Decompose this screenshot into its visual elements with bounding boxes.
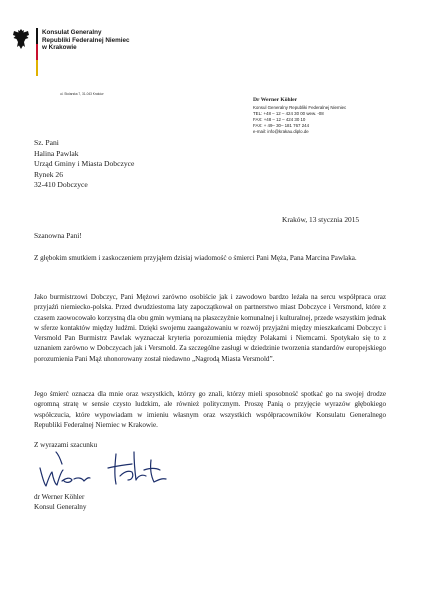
sender-fax-de: FAX: + 49– 30– 181 767 244 (253, 123, 310, 129)
letter-date: Kraków, 13 stycznia 2015 (282, 215, 360, 224)
sender-phone: TEL: +48 – 12 – 424 30 00 wew. -08 (253, 111, 324, 117)
sender-name: Dr Werner Köhler (253, 97, 298, 103)
flag-stripe-red (36, 44, 38, 60)
sender-title: Konsul Generalny Republiki Federalnej Niemiec (253, 105, 347, 111)
flag-stripe-black (36, 28, 38, 44)
body-paragraph-2: Jako burmistrzowi Dobczyc, Pani Mężowi zarówno osobiście jak i zawodowo bardzo leżała na sercu współpraca oraz przyjaźń niemiecko-polska. Przed dwudziestoma laty zapoczątkował on partnerstwo miast Dobczyce i Versmond, które z czasem zaowocowało korzystną dla obu gmin wymianą na płaszczyźnie komunalnej i kulturalnej, przede wszystkim jednak w sferze kontaktów między ludźmi. Dzięki swojemu zaangażowaniu w rozwój przyjaźni między mieszkańcami Dobczyc i Versmold Pan Burmistrz Pawlak wyznaczał kryteria porozumienia między Polakami i Niemcami. Spotykało się to z uznaniem zarówno w Dobczycach jak i Versmold. Za szczególne zasługi w dziedzinie tworzenia standardów europejskiego porozumienia Pani Mąż uhonorowany został niedawno „Nagrodą Miasta Versmold”. (34, 293, 386, 363)
recipient-line: 32-410 Dobczyce (34, 180, 88, 190)
consulate-line: Republiki Federalnej Niemiec (42, 36, 130, 44)
body-paragraph-1: Z głębokim smutkiem i zaskoczeniem przyjąłem dzisiaj wiadomość o śmierci Pani Męża, Pana Marcina Pawlaka. (34, 254, 357, 262)
federal-eagle-icon (12, 28, 30, 50)
recipient-line: Rynek 26 (34, 169, 64, 179)
closing-phrase: Z wyrazami szacunku (34, 441, 98, 449)
handwritten-signature (36, 446, 176, 491)
recipient-line: Halina Pawlak (34, 148, 79, 158)
recipient-line: Sz. Pani (34, 138, 59, 147)
signer-title: Konsul Generalny (34, 503, 87, 512)
body-paragraph-3: Jego śmierć oznacza dla mnie oraz wszystkich, którzy go znali, którzy mieli sposobność spotkać go na swojej drodze ogromną stratę w sensie czysto ludzkim, ale również politycznym. Proszę Panią o przyjęcie wyrazów głębokiego współczucia, które wypowiadam w imieniu własnym oraz wszystkich współpracowników Konsulatu Generalnego Republiki Federalnej Niemiec w Krakowie. (34, 390, 386, 429)
flag-stripe-gold (36, 60, 38, 76)
signer-block (34, 492, 87, 512)
sender-block (253, 98, 346, 135)
consulate-name (42, 29, 130, 52)
recipient-address (34, 138, 134, 191)
recipient-line: Urząd Gminy i Miasta Dobczyce (34, 159, 135, 169)
sender-email: e-mail: info@krakau.diplo.de (253, 129, 309, 135)
return-address: ul. Stolarska 7, 31-043 Kraków (60, 92, 104, 96)
salutation: Szanowna Pani! (34, 231, 82, 240)
consulate-line: Konsulat Generalny (42, 29, 102, 36)
consulate-line: w Krakowie (42, 44, 77, 52)
signer-name: dr Werner Köhler (34, 493, 85, 501)
sender-fax: FAX: +48 – 12 – 424 30 10 (253, 117, 306, 123)
